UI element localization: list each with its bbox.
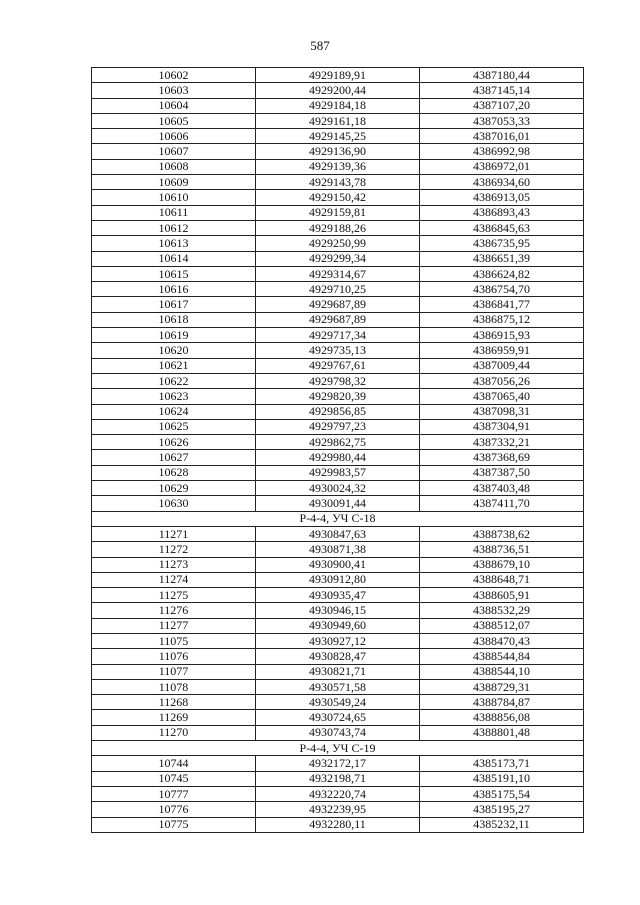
point-number-cell: 10607 <box>92 144 256 159</box>
x-coordinate-cell: 4930900,41 <box>256 557 420 572</box>
point-number-cell: 10617 <box>92 297 256 312</box>
x-coordinate-cell: 4929161,18 <box>256 113 420 128</box>
point-number-cell: 10614 <box>92 251 256 266</box>
x-coordinate-cell: 4929314,67 <box>256 266 420 281</box>
table-row <box>92 175 584 190</box>
y-coordinate-cell: 4388544,10 <box>420 664 584 679</box>
coordinates-table <box>91 67 584 833</box>
point-number-cell: 10626 <box>92 435 256 450</box>
y-coordinate-cell: 4387145,14 <box>420 83 584 98</box>
x-coordinate-cell: 4929139,36 <box>256 159 420 174</box>
point-number-cell: 10623 <box>92 389 256 404</box>
table-row <box>92 496 584 511</box>
y-coordinate-cell: 4386651,39 <box>420 251 584 266</box>
point-number-cell: 11274 <box>92 572 256 587</box>
point-number-cell: 10622 <box>92 373 256 388</box>
x-coordinate-cell: 4930821,71 <box>256 664 420 679</box>
table-row <box>92 113 584 128</box>
point-number-cell: 11271 <box>92 526 256 541</box>
y-coordinate-cell: 4388856,08 <box>420 710 584 725</box>
point-number-cell: 11075 <box>92 633 256 648</box>
y-coordinate-cell: 4386972,01 <box>420 159 584 174</box>
table-row <box>92 312 584 327</box>
y-coordinate-cell: 4388679,10 <box>420 557 584 572</box>
y-coordinate-cell: 4386845,63 <box>420 220 584 235</box>
y-coordinate-cell: 4387332,21 <box>420 435 584 450</box>
page-number: 587 <box>310 38 330 53</box>
table-row <box>92 144 584 159</box>
coordinates-table-body <box>92 68 584 833</box>
x-coordinate-cell: 4930927,12 <box>256 633 420 648</box>
y-coordinate-cell: 4386913,05 <box>420 190 584 205</box>
x-coordinate-cell: 4929200,44 <box>256 83 420 98</box>
x-coordinate-cell: 4929710,25 <box>256 282 420 297</box>
point-number-cell: 10615 <box>92 266 256 281</box>
y-coordinate-cell: 4387304,91 <box>420 419 584 434</box>
x-coordinate-cell: 4930024,32 <box>256 481 420 496</box>
x-coordinate-cell: 4930571,58 <box>256 679 420 694</box>
y-coordinate-cell: 4386915,93 <box>420 328 584 343</box>
x-coordinate-cell: 4932198,71 <box>256 771 420 786</box>
x-coordinate-cell: 4929143,78 <box>256 175 420 190</box>
x-coordinate-cell: 4929980,44 <box>256 450 420 465</box>
point-number-cell: 10613 <box>92 236 256 251</box>
point-number-cell: 10744 <box>92 756 256 771</box>
point-number-cell: 10606 <box>92 129 256 144</box>
y-coordinate-cell: 4387368,69 <box>420 450 584 465</box>
point-number-cell: 10616 <box>92 282 256 297</box>
point-number-cell: 11077 <box>92 664 256 679</box>
table-row <box>92 603 584 618</box>
y-coordinate-cell: 4385173,71 <box>420 756 584 771</box>
section-heading-row <box>92 741 584 756</box>
x-coordinate-cell: 4929150,42 <box>256 190 420 205</box>
y-coordinate-cell: 4385191,10 <box>420 771 584 786</box>
table-row <box>92 695 584 710</box>
point-number-cell: 10608 <box>92 159 256 174</box>
y-coordinate-cell: 4387056,26 <box>420 373 584 388</box>
table-row <box>92 710 584 725</box>
y-coordinate-cell: 4387411,70 <box>420 496 584 511</box>
point-number-cell: 11076 <box>92 649 256 664</box>
x-coordinate-cell: 4929856,85 <box>256 404 420 419</box>
table-row <box>92 83 584 98</box>
table-row <box>92 205 584 220</box>
table-row <box>92 557 584 572</box>
table-row <box>92 542 584 557</box>
point-number-cell: 10602 <box>92 68 256 83</box>
point-number-cell: 10776 <box>92 802 256 817</box>
point-number-cell: 11277 <box>92 618 256 633</box>
x-coordinate-cell: 4929250,99 <box>256 236 420 251</box>
point-number-cell: 10628 <box>92 465 256 480</box>
table-row <box>92 98 584 113</box>
x-coordinate-cell: 4930935,47 <box>256 588 420 603</box>
point-number-cell: 10625 <box>92 419 256 434</box>
x-coordinate-cell: 4929687,89 <box>256 312 420 327</box>
section-heading: Р-4-4, УЧ С-19 <box>92 741 584 756</box>
y-coordinate-cell: 4385175,54 <box>420 786 584 801</box>
point-number-cell: 10618 <box>92 312 256 327</box>
point-number-cell: 10619 <box>92 328 256 343</box>
table-row <box>92 159 584 174</box>
x-coordinate-cell: 4929299,34 <box>256 251 420 266</box>
point-number-cell: 10605 <box>92 113 256 128</box>
x-coordinate-cell: 4929184,18 <box>256 98 420 113</box>
x-coordinate-cell: 4929983,57 <box>256 465 420 480</box>
y-coordinate-cell: 4388729,31 <box>420 679 584 694</box>
y-coordinate-cell: 4387403,48 <box>420 481 584 496</box>
x-coordinate-cell: 4929797,23 <box>256 419 420 434</box>
y-coordinate-cell: 4386893,43 <box>420 205 584 220</box>
x-coordinate-cell: 4930847,63 <box>256 526 420 541</box>
table-row <box>92 358 584 373</box>
y-coordinate-cell: 4386624,82 <box>420 266 584 281</box>
x-coordinate-cell: 4930828,47 <box>256 649 420 664</box>
x-coordinate-cell: 4929145,25 <box>256 129 420 144</box>
point-number-cell: 11270 <box>92 725 256 740</box>
y-coordinate-cell: 4386735,95 <box>420 236 584 251</box>
table-row <box>92 465 584 480</box>
table-row <box>92 756 584 771</box>
y-coordinate-cell: 4388784,87 <box>420 695 584 710</box>
point-number-cell: 10624 <box>92 404 256 419</box>
y-coordinate-cell: 4387065,40 <box>420 389 584 404</box>
table-row <box>92 481 584 496</box>
point-number-cell: 11268 <box>92 695 256 710</box>
x-coordinate-cell: 4930946,15 <box>256 603 420 618</box>
table-row <box>92 297 584 312</box>
x-coordinate-cell: 4929735,13 <box>256 343 420 358</box>
table-row <box>92 771 584 786</box>
y-coordinate-cell: 4387053,33 <box>420 113 584 128</box>
y-coordinate-cell: 4388512,07 <box>420 618 584 633</box>
y-coordinate-cell: 4386959,91 <box>420 343 584 358</box>
y-coordinate-cell: 4387016,01 <box>420 129 584 144</box>
y-coordinate-cell: 4386841,77 <box>420 297 584 312</box>
y-coordinate-cell: 4388648,71 <box>420 572 584 587</box>
table-row <box>92 68 584 83</box>
x-coordinate-cell: 4930549,24 <box>256 695 420 710</box>
y-coordinate-cell: 4388738,62 <box>420 526 584 541</box>
table-row <box>92 817 584 832</box>
point-number-cell: 10627 <box>92 450 256 465</box>
table-row <box>92 282 584 297</box>
point-number-cell: 10620 <box>92 343 256 358</box>
table-row <box>92 220 584 235</box>
y-coordinate-cell: 4386934,60 <box>420 175 584 190</box>
point-number-cell: 10745 <box>92 771 256 786</box>
point-number-cell: 10603 <box>92 83 256 98</box>
table-row <box>92 129 584 144</box>
table-row <box>92 802 584 817</box>
x-coordinate-cell: 4929862,75 <box>256 435 420 450</box>
point-number-cell: 11273 <box>92 557 256 572</box>
y-coordinate-cell: 4388532,29 <box>420 603 584 618</box>
point-number-cell: 11078 <box>92 679 256 694</box>
point-number-cell: 10604 <box>92 98 256 113</box>
table-row <box>92 450 584 465</box>
y-coordinate-cell: 4386992,98 <box>420 144 584 159</box>
point-number-cell: 11269 <box>92 710 256 725</box>
table-row <box>92 664 584 679</box>
y-coordinate-cell: 4386754,70 <box>420 282 584 297</box>
table-row <box>92 343 584 358</box>
point-number-cell: 11272 <box>92 542 256 557</box>
table-row <box>92 328 584 343</box>
point-number-cell: 10775 <box>92 817 256 832</box>
y-coordinate-cell: 4387098,31 <box>420 404 584 419</box>
x-coordinate-cell: 4930091,44 <box>256 496 420 511</box>
point-number-cell: 11275 <box>92 588 256 603</box>
y-coordinate-cell: 4386875,12 <box>420 312 584 327</box>
y-coordinate-cell: 4388801,48 <box>420 725 584 740</box>
y-coordinate-cell: 4385195,27 <box>420 802 584 817</box>
x-coordinate-cell: 4929798,32 <box>256 373 420 388</box>
y-coordinate-cell: 4387180,44 <box>420 68 584 83</box>
table-row <box>92 786 584 801</box>
table-row <box>92 526 584 541</box>
y-coordinate-cell: 4385232,11 <box>420 817 584 832</box>
point-number-cell: 10630 <box>92 496 256 511</box>
x-coordinate-cell: 4930724,65 <box>256 710 420 725</box>
table-row <box>92 633 584 648</box>
x-coordinate-cell: 4930743,74 <box>256 725 420 740</box>
table-row <box>92 679 584 694</box>
point-number-cell: 10610 <box>92 190 256 205</box>
point-number-cell: 10621 <box>92 358 256 373</box>
y-coordinate-cell: 4388470,43 <box>420 633 584 648</box>
x-coordinate-cell: 4929136,90 <box>256 144 420 159</box>
x-coordinate-cell: 4929189,91 <box>256 68 420 83</box>
table-row <box>92 373 584 388</box>
y-coordinate-cell: 4388544,84 <box>420 649 584 664</box>
table-row <box>92 236 584 251</box>
point-number-cell: 10609 <box>92 175 256 190</box>
table-row <box>92 251 584 266</box>
x-coordinate-cell: 4929687,89 <box>256 297 420 312</box>
table-row <box>92 389 584 404</box>
table-row <box>92 649 584 664</box>
y-coordinate-cell: 4387387,50 <box>420 465 584 480</box>
x-coordinate-cell: 4929188,26 <box>256 220 420 235</box>
point-number-cell: 10611 <box>92 205 256 220</box>
x-coordinate-cell: 4930949,60 <box>256 618 420 633</box>
table-row <box>92 618 584 633</box>
y-coordinate-cell: 4388605,91 <box>420 588 584 603</box>
x-coordinate-cell: 4932239,95 <box>256 802 420 817</box>
point-number-cell: 11276 <box>92 603 256 618</box>
section-heading: Р-4-4, УЧ С-18 <box>92 511 584 526</box>
table-row <box>92 572 584 587</box>
table-row <box>92 725 584 740</box>
table-row <box>92 404 584 419</box>
point-number-cell: 10777 <box>92 786 256 801</box>
x-coordinate-cell: 4932172,17 <box>256 756 420 771</box>
table-row <box>92 435 584 450</box>
y-coordinate-cell: 4387009,44 <box>420 358 584 373</box>
table-row <box>92 190 584 205</box>
x-coordinate-cell: 4930871,38 <box>256 542 420 557</box>
point-number-cell: 10629 <box>92 481 256 496</box>
x-coordinate-cell: 4929767,61 <box>256 358 420 373</box>
x-coordinate-cell: 4932220,74 <box>256 786 420 801</box>
table-row <box>92 266 584 281</box>
y-coordinate-cell: 4388736,51 <box>420 542 584 557</box>
x-coordinate-cell: 4930912,80 <box>256 572 420 587</box>
table-row <box>92 588 584 603</box>
table-row <box>92 419 584 434</box>
section-heading-row <box>92 511 584 526</box>
x-coordinate-cell: 4929717,34 <box>256 328 420 343</box>
x-coordinate-cell: 4929159,81 <box>256 205 420 220</box>
x-coordinate-cell: 4932280,11 <box>256 817 420 832</box>
point-number-cell: 10612 <box>92 220 256 235</box>
y-coordinate-cell: 4387107,20 <box>420 98 584 113</box>
x-coordinate-cell: 4929820,39 <box>256 389 420 404</box>
